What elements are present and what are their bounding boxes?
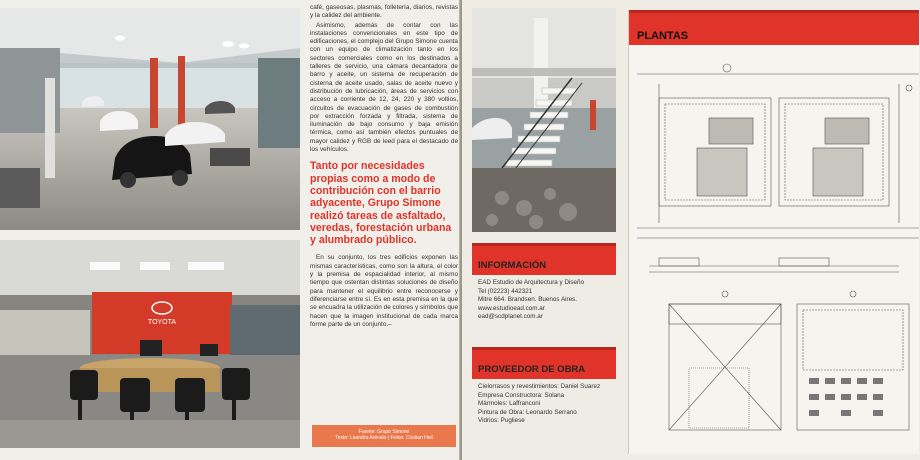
- supplier-body: [472, 379, 616, 430]
- info-line: ead@scdplanet.com.ar: [478, 313, 543, 321]
- supplier-heading: PROVEEDOR DE OBRA: [472, 347, 616, 379]
- info-line: Tel (02223) 442321: [478, 287, 533, 295]
- supplier-line: Empresa Constructora: Solana: [478, 391, 565, 399]
- info-line: Mitre 664. Brandsen. Buenos Aires.: [478, 296, 578, 304]
- supplier-box: [472, 347, 616, 430]
- toyota-sign: TOYOTA: [147, 319, 177, 326]
- credits-authors: Texto: Leandro Arévalo | Fotos: Cristian Heil: [335, 435, 433, 441]
- info-box: [472, 243, 616, 326]
- supplier-line: Vidrios: Pugliese: [478, 417, 525, 425]
- info-body: [472, 275, 616, 326]
- pull-quote: Tanto por necesidades propias como a modo de contribución con el barrio adyacente, Grupo Simone realizó tareas de asfaltado, veredas, forestación urbana y alumbrado público.: [310, 160, 452, 247]
- floor-plans-panel: [628, 10, 919, 454]
- info-heading: INFORMACIÓN: [472, 243, 616, 275]
- photo-credits: [312, 425, 456, 447]
- article-paragraph-1: Asimismo, además de contar con las instalaciones convencionales en este tipo de edificaciones, el complejo del Grupo Simone cuenta con un equipo de climatización tanto en los sectores comerciales como en los destinados a talleres de servicio, una cámara decantadora de barro y aceite, un sistema de recuperación de cisterna de aceite usado, salas de aceite nuevo y distribución de lubricación, áreas de servicios con acceso a corriente de 12, 24, 220 y 380 voltios, circuitos de evacuación de gases de combustión por extracción forzada y filtrada, sistema de iluminación de bajo consumo y baja emisión térmica, como así también efectos puntuales de mayor calidez y RGB de leed para el destacado de los vehículos.: [310, 21, 458, 154]
- article-body: [310, 4, 458, 330]
- info-line: www.estudioead.com.ar: [478, 304, 545, 312]
- info-line: EAD Estudio de Arquitectura y Diseño: [478, 279, 585, 286]
- staircase-photo: [472, 8, 616, 232]
- supplier-line: Pintura de Obra: Leonardo Serrano: [478, 408, 577, 416]
- article-intro: café, gaseosas, plasmas, folletería, diarios, revistas y la calidez del ambiente.: [310, 4, 458, 20]
- plans-heading: PLANTAS: [629, 10, 919, 45]
- credits-source: Fuente: Grupo Simone: [358, 429, 410, 435]
- floor-plans-drawing: [629, 48, 919, 452]
- supplier-line: Cielorrasos y revestimientos: Daniel Suarez: [478, 383, 601, 390]
- reception-photo: [0, 240, 300, 448]
- article-paragraph-2: En su conjunto, los tres edificios exponen las mismas características, como son la altura, el color y la premisa de espacialidad interior, al mismo tiempo que ostentan distintas soluciones de diseño para mantener el equilibrio entre reconocerse y diferenciarse entre sí. Es en esta premisa en la que se encuadra la utilización de colores y símbolos que hacen que la imagen institucional de cada marca forme parte de un conjunto.–: [310, 254, 458, 328]
- showroom-photo: [0, 8, 300, 230]
- supplier-line: Mármoles: Laffranconi: [478, 400, 541, 408]
- right-page: [462, 0, 920, 460]
